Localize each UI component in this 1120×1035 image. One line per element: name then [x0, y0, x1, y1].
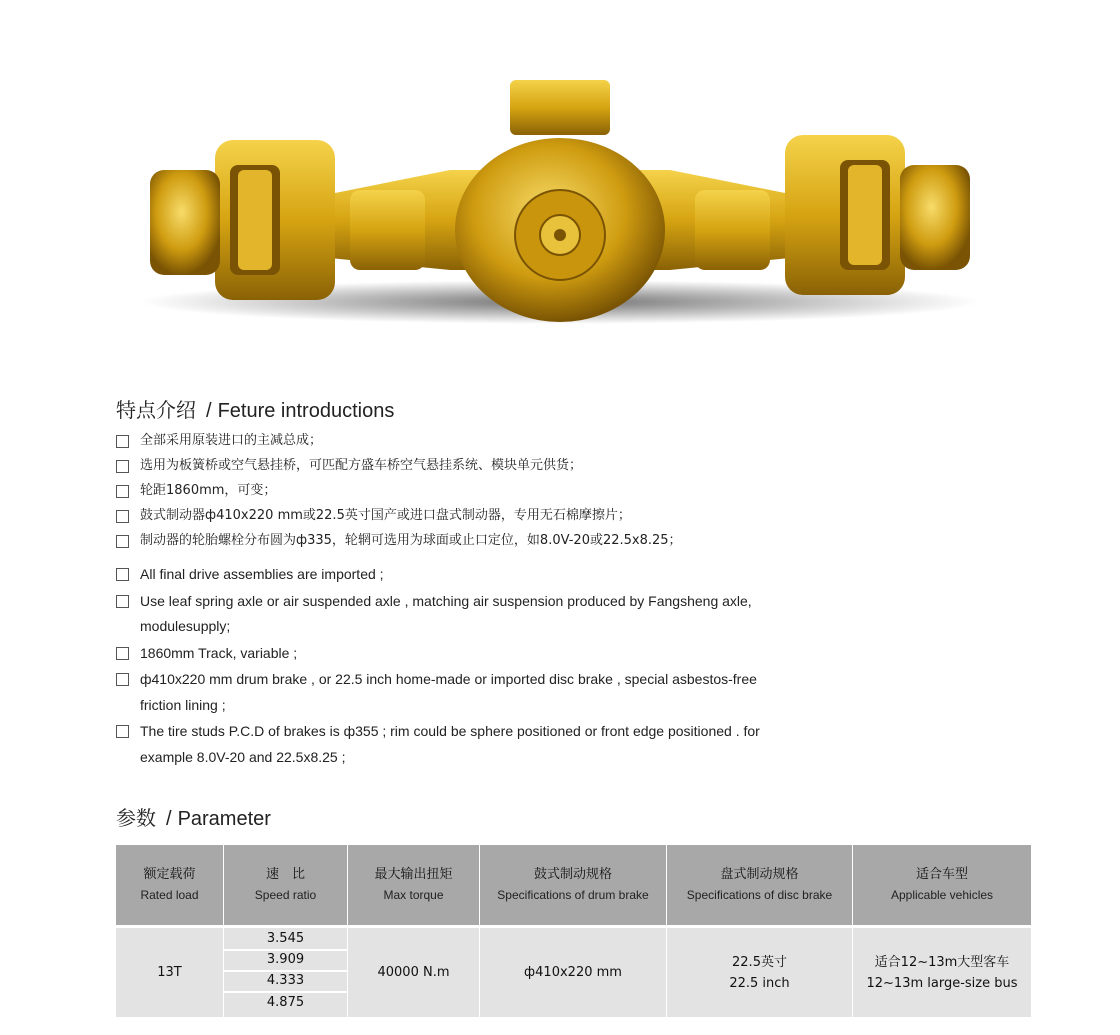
- header-rated-load: 额定载荷 Rated load: [140, 867, 199, 902]
- feature-text: The tire studs P.C.D of brakes is ф355 ; rim could be sphere positioned or front edge positioned . for example 8.0V-20 and 22.5x8.25 ;: [140, 723, 760, 765]
- features-title-en: Feture introductions: [217, 400, 395, 422]
- feature-item-zh: [116, 453, 816, 478]
- features-title-zh: 特点介绍: [116, 398, 196, 422]
- feature-text: 轮距1860mm，可变；: [140, 483, 277, 498]
- cell-speed-ratio: 4.333: [224, 972, 347, 990]
- checkbox-square-icon: [116, 510, 129, 523]
- cell-rated-load: 13T: [157, 965, 182, 980]
- checkbox-square-icon: [116, 568, 129, 581]
- checkbox-square-icon: [116, 647, 129, 660]
- parameter-title-zh: 参数: [116, 806, 156, 830]
- parameter-title-separator: /: [166, 808, 172, 830]
- feature-item-zh: [116, 528, 816, 553]
- parameter-table: [116, 845, 1031, 1017]
- header-disc-brake: 盘式制动规格 Specifications of disc brake: [686, 867, 833, 902]
- checkbox-square-icon: [116, 435, 129, 448]
- features-list-zh: [116, 428, 816, 553]
- checkbox-square-icon: [116, 595, 129, 608]
- feature-item-en: [116, 589, 796, 640]
- feature-text: 制动器的轮胎螺栓分布圆为ф335，轮辋可选用为球面或止口定位，如8.0V-20或22.5x8.25；: [140, 533, 682, 548]
- feature-text: 1860mm Track, variable ;: [140, 644, 298, 661]
- feature-item-en: [116, 641, 796, 667]
- features-heading: [116, 394, 394, 423]
- table-header-row: [116, 845, 1031, 925]
- parameter-heading: [116, 802, 271, 831]
- feature-text: 选用为板簧桥或空气悬挂桥，可匹配方盛车桥空气悬挂系统、模块单元供货；: [140, 458, 583, 473]
- parameter-title-en: Parameter: [177, 808, 271, 830]
- cell-drum-brake: ф410x220 mm: [524, 965, 622, 980]
- feature-text: 全部采用原装进口的主减总成；: [140, 433, 323, 448]
- drive-axle-image: [120, 70, 1000, 345]
- feature-text: All final drive assemblies are imported ;: [140, 566, 384, 582]
- feature-text: Use leaf spring axle or air suspended axle , matching air suspension produced by Fangsheng axle, modulesupply;: [140, 592, 752, 634]
- header-speed-ratio: 速 比 Speed ratio: [254, 867, 317, 902]
- feature-item-en: [116, 719, 796, 770]
- features-list-en: [116, 562, 796, 770]
- cell-disc-brake: 22.5英寸 22.5 inch: [729, 954, 790, 991]
- feature-item-zh: [116, 503, 816, 528]
- checkbox-square-icon: [116, 725, 129, 738]
- cell-applicable-vehicles: 适合12~13m大型客车 12~13m large-size bus: [866, 954, 1018, 991]
- checkbox-square-icon: [116, 460, 129, 473]
- feature-item-en: [116, 667, 796, 718]
- feature-text: 鼓式制动器ф410x220 mm或22.5英寸国产或进口盘式制动器，专用无石棉摩擦片；: [140, 508, 631, 523]
- checkbox-square-icon: [116, 673, 129, 686]
- feature-item-zh: [116, 478, 816, 503]
- cell-speed-ratio: 4.875: [224, 994, 347, 1012]
- cell-max-torque: 40000 N.m: [377, 965, 450, 980]
- header-drum-brake: 鼓式制动规格 Specifications of drum brake: [497, 867, 649, 902]
- checkbox-square-icon: [116, 485, 129, 498]
- feature-text: ф410x220 mm drum brake , or 22.5 inch home-made or imported disc brake , special asbestos-free friction lining ;: [140, 671, 757, 713]
- feature-item-en: [116, 562, 796, 588]
- features-title-separator: /: [206, 400, 212, 422]
- table-data-row: [116, 928, 1031, 1017]
- cell-speed-ratio: 3.545: [224, 930, 347, 948]
- header-max-torque: 最大输出扭矩 Max torque: [374, 867, 453, 902]
- header-applicable-vehicles: 适合车型 Applicable vehicles: [890, 867, 994, 902]
- cell-speed-ratio: 3.909: [224, 951, 347, 969]
- checkbox-square-icon: [116, 535, 129, 548]
- feature-item-zh: [116, 428, 816, 453]
